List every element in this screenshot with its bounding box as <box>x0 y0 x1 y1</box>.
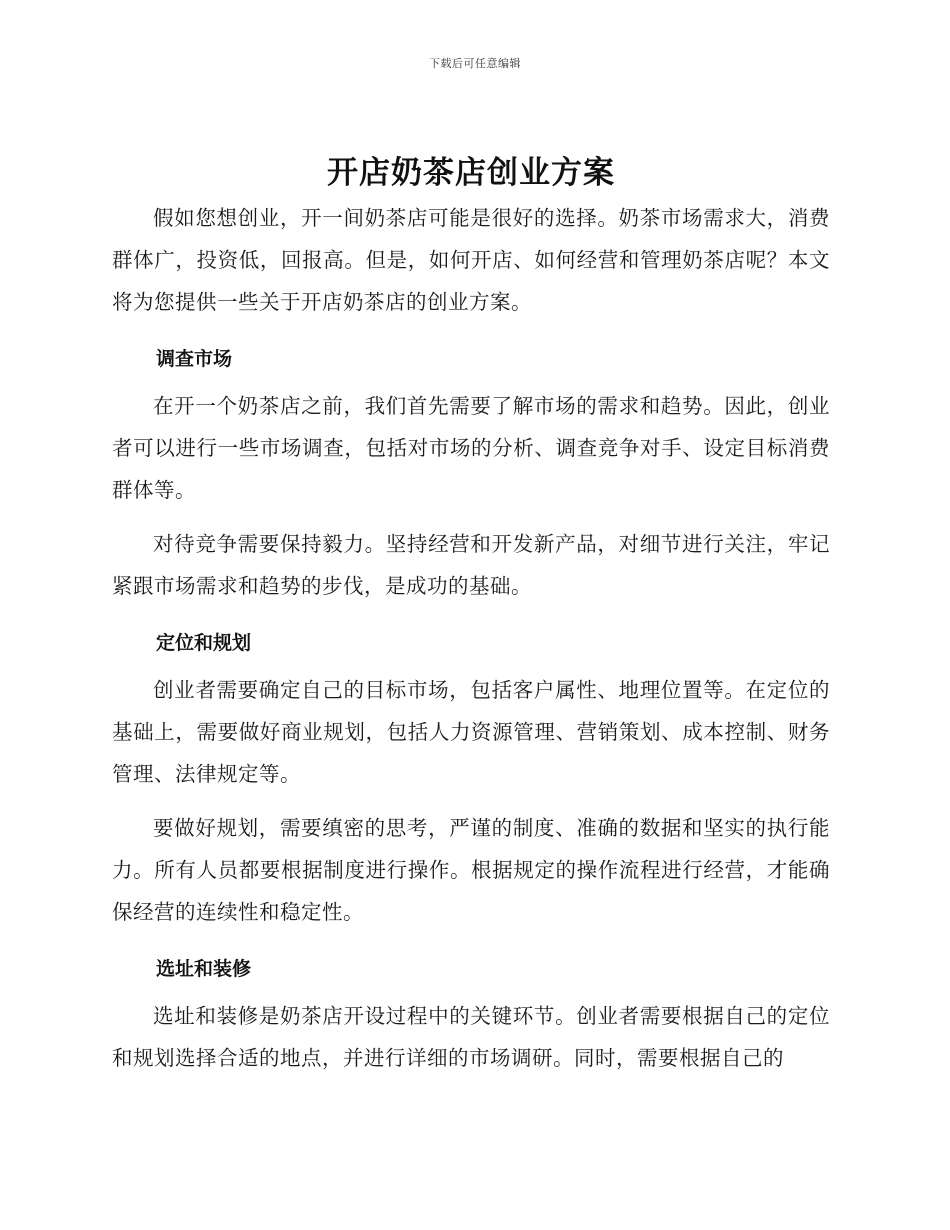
document-title: 开店奶茶店创业方案 <box>327 155 615 191</box>
section-heading-positioning-planning: 定位和规划 <box>156 632 252 654</box>
header-note: 下载后可任意编辑 <box>429 57 521 70</box>
document-body <box>112 150 830 1079</box>
paragraph: 在开一个奶茶店之前，我们首先需要了解市场的需求和趋势。因此，创业者可以进行一些市场调查，包括对市场的分析、调查竞争对手、设定目标消费群体等。 <box>112 394 830 502</box>
section-heading-market-research: 调查市场 <box>156 348 233 370</box>
paragraph: 选址和装修是奶茶店开设过程中的关键环节。创业者需要根据自己的定位和规划选择合适的地点，并进行详细的市场调研。同时，需要根据自己的 <box>112 1004 830 1070</box>
paragraph: 创业者需要确定自己的目标市场，包括客户属性、地理位置等。在定位的基础上，需要做好商业规划，包括人力资源管理、营销策划、成本控制、财务管理、法律规定等。 <box>112 678 830 786</box>
paragraph: 对待竞争需要保持毅力。坚持经营和开发新产品，对细节进行关注，牢记紧跟市场需求和趋势的步伐，是成功的基础。 <box>112 532 830 598</box>
paragraph: 要做好规划，需要缜密的思考，严谨的制度、准确的数据和坚实的执行能力。所有人员都要根据制度进行操作。根据规定的操作流程进行经营，才能确保经营的连续性和稳定性。 <box>112 816 830 924</box>
section-heading-site-decoration: 选址和装修 <box>156 958 252 980</box>
intro-paragraph: 假如您想创业，开一间奶茶店可能是很好的选择。奶茶市场需求大，消费群体广，投资低，回报高。但是，如何开店、如何经营和管理奶茶店呢？本文将为您提供一些关于开店奶茶店的创业方案。 <box>112 206 830 314</box>
